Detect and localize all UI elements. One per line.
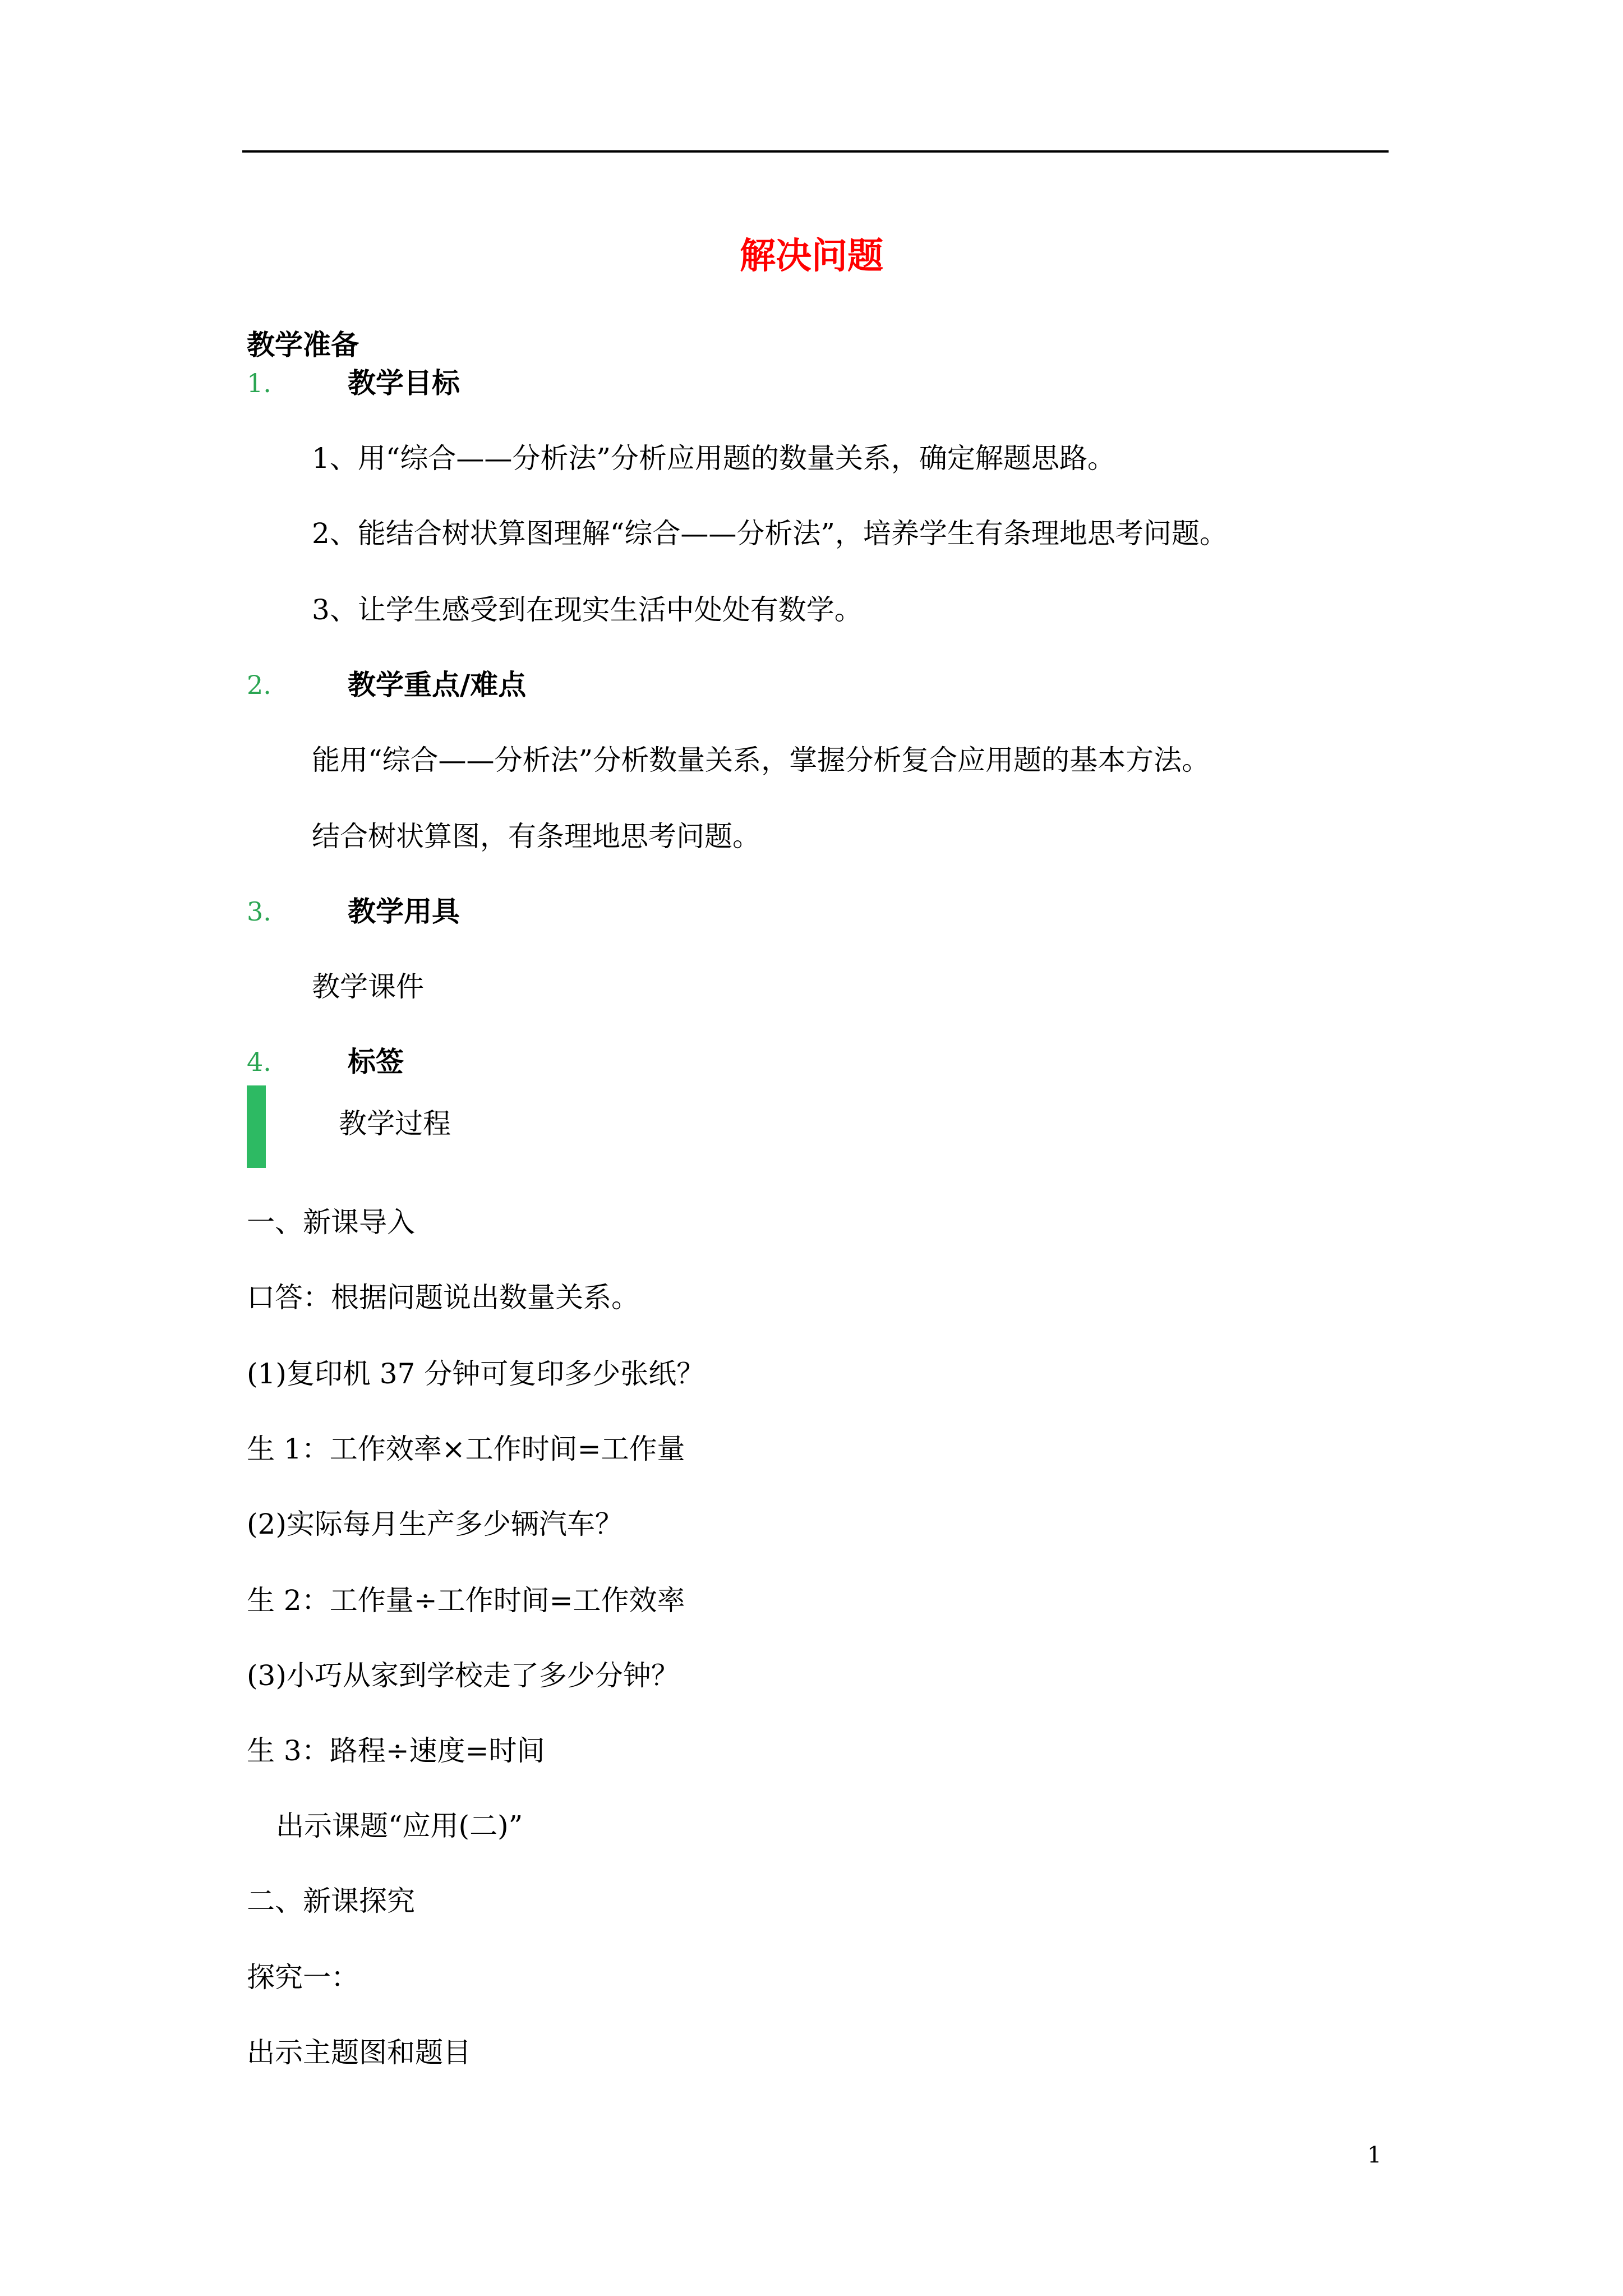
process-label: 教学过程 <box>339 1107 451 1140</box>
section-4-number: 4. <box>247 1047 271 1077</box>
body-line-4: 生 1：工作效率×工作时间=工作量 <box>247 1433 685 1465</box>
section-3-heading: 教学用具 <box>348 895 460 928</box>
key-point-2: 结合树状算图，有条理地思考问题。 <box>312 820 760 853</box>
body-line-5: (2)实际每月生产多少辆汽车？ <box>247 1508 623 1540</box>
body-line-2: 口答：根据问题说出数量关系。 <box>247 1281 639 1314</box>
body-line-7: (3)小巧从家到学校走了多少分钟？ <box>247 1659 679 1692</box>
section-2-number: 2. <box>247 670 271 700</box>
tools-text: 教学课件 <box>312 970 424 1003</box>
body-line-6: 生 2：工作量÷工作时间=工作效率 <box>247 1584 685 1617</box>
body-line-3: (1)复印机 37 分钟可复印多少张纸？ <box>247 1358 705 1390</box>
body-line-12: 出示主题图和题目 <box>247 2036 471 2069</box>
header-rule <box>242 150 1389 153</box>
section-3-number: 3. <box>247 896 271 927</box>
key-point-1: 能用“综合——分析法”分析数量关系，掌握分析复合应用题的基本方法。 <box>312 744 1210 776</box>
page-number: 1 <box>1367 2142 1382 2168</box>
section-4-heading: 标签 <box>348 1045 404 1078</box>
body-line-9: 出示课题“应用(二)” <box>276 1810 523 1842</box>
body-line-8: 生 3：路程÷速度=时间 <box>247 1734 545 1767</box>
prep-heading: 教学准备 <box>247 328 359 361</box>
section-1-number: 1. <box>247 368 271 398</box>
document-title: 解决问题 <box>740 235 883 277</box>
body-line-11: 探究一： <box>247 1961 359 1994</box>
goal-1: 1、用“综合——分析法”分析应用题的数量关系，确定解题思路。 <box>312 442 1115 475</box>
process-marker-bar <box>247 1085 266 1168</box>
goal-2: 2、能结合树状算图理解“综合——分析法”，培养学生有条理地思考问题。 <box>312 517 1228 550</box>
goal-3: 3、让学生感受到在现实生活中处处有数学。 <box>312 593 863 626</box>
section-1-heading: 教学目标 <box>348 366 460 399</box>
section-2-heading: 教学重点/难点 <box>348 668 527 701</box>
body-line-1: 一、新课导入 <box>247 1206 415 1239</box>
body-line-10: 二、新课探究 <box>247 1885 415 1917</box>
